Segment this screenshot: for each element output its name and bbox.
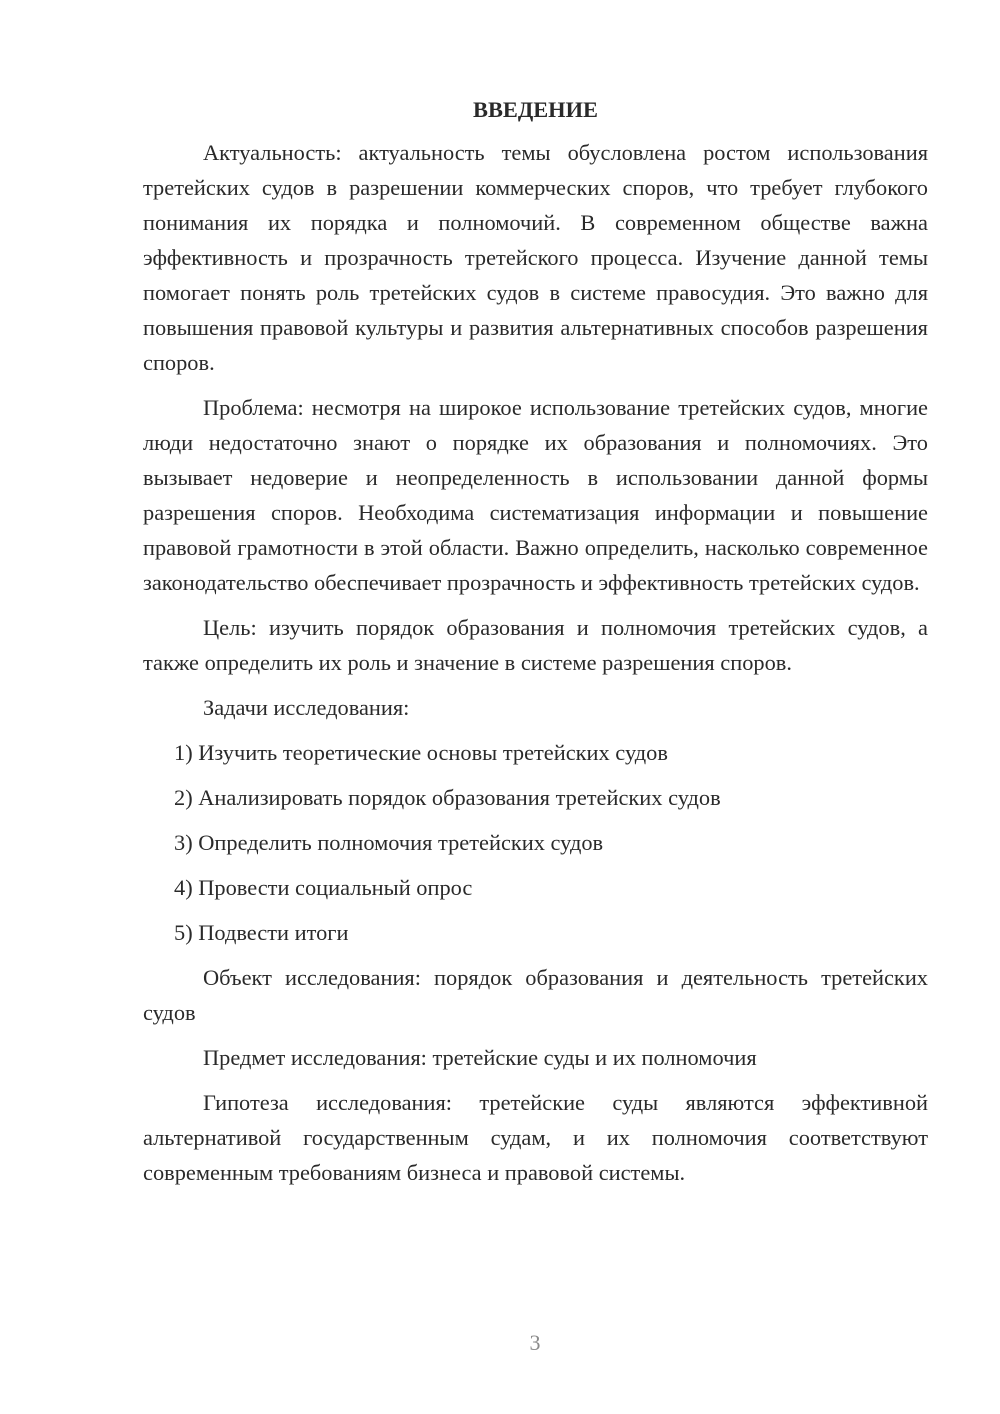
page-content (143, 92, 928, 1200)
section-title: ВВЕДЕНИЕ (473, 97, 598, 122)
task-list (143, 735, 928, 950)
problem-paragraph: Проблема: несмотря на широкое использование третейских судов, многие люди недостаточно знают о порядке их образования и полномочиях. Это вызывает недоверие и неопределенность в использовании данной формы разрешения споров. Необходима систематизация информации и повышение правовой грамотности в этой области. Важно определить, насколько современное законодательство обеспечивает прозрачность и эффективность третейских судов. (143, 395, 928, 595)
goal-paragraph: Цель: изучить порядок образования и полномочия третейских судов, а также определить их роль и значение в системе разрешения споров. (143, 615, 928, 675)
page-number: 3 (529, 1330, 541, 1355)
relevance-paragraph: Актуальность: актуальность темы обусловлена ростом использования третейских судов в разрешении коммерческих споров, что требует глубокого понимания их порядка и полномочий. В современном обществе важна эффективность и прозрачность третейского процесса. Изучение данной темы помогает понять роль третейских судов в системе правосудия. Это важно для повышения правовой культуры и развития альтернативных способов разрешения споров. (143, 140, 928, 375)
list-item: 1) Изучить теоретические основы третейских судов (174, 740, 668, 765)
tasks-heading: Задачи исследования: (203, 695, 410, 720)
hypothesis-paragraph: Гипотеза исследования: третейские суды являются эффективной альтернативой государственным судам, и их полномочия соответствуют современным требованиям бизнеса и правовой системы. (143, 1090, 928, 1185)
list-item: 5) Подвести итоги (174, 920, 349, 945)
list-item: 4) Провести социальный опрос (174, 875, 473, 900)
object-paragraph: Объект исследования: порядок образования и деятельность третейских судов (143, 965, 928, 1025)
list-item: 3) Определить полномочия третейских судов (174, 830, 604, 855)
subject-paragraph: Предмет исследования: третейские суды и их полномочия (203, 1045, 757, 1070)
list-item: 2) Анализировать порядок образования третейских судов (174, 785, 721, 810)
